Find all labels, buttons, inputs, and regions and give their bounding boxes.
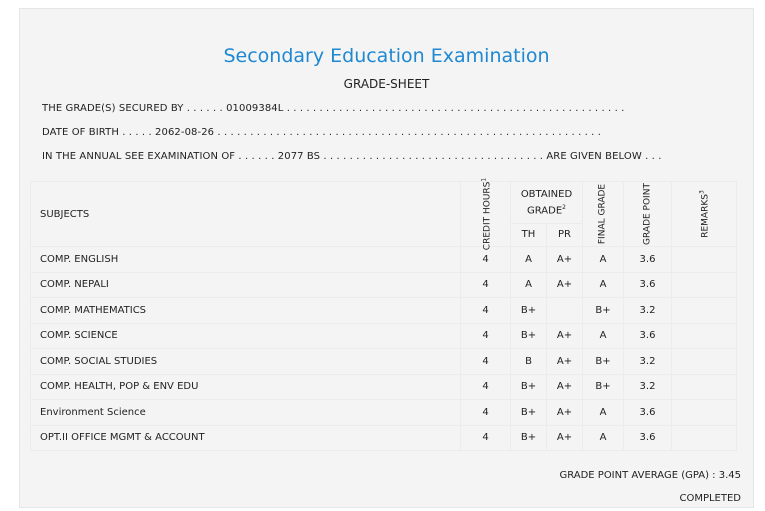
final-grade: A: [583, 272, 624, 298]
grade-th: B+: [511, 374, 547, 400]
table-row: [31, 323, 737, 349]
credit-hours: 4: [461, 425, 511, 451]
credit-hours: 4: [461, 323, 511, 349]
grade-th: B+: [511, 298, 547, 324]
status-text: COMPLETED: [679, 493, 741, 504]
subject-name: OPT.II OFFICE MGMT & ACCOUNT: [31, 425, 461, 451]
grade-point: 3.6: [624, 400, 672, 426]
header-credit-hours: CREDIT HOURS$^1$: [461, 182, 511, 247]
grade-point: 3.6: [624, 247, 672, 273]
info-symbol-line: THE GRADE(S) SECURED BY . . . . . . 01009384L . . . . . . . . . . . . . . . . . . . . . . . . . . . . . . . . . . . . . . . . . . . . . . . . . . . .: [42, 103, 625, 114]
remarks: [672, 425, 737, 451]
info-exam-line: IN THE ANNUAL SEE EXAMINATION OF . . . . . . 2077 BS . . . . . . . . . . . . . . . . . . . . . . . . . . . . . . . . . . ARE GIVEN BELOW . . .: [42, 151, 662, 162]
table-row: [31, 374, 737, 400]
subject-name: COMP. SOCIAL STUDIES: [31, 349, 461, 375]
remarks: [672, 247, 737, 273]
header-grade-point: GRADE POINT: [624, 182, 672, 247]
header-obtained-grade: OBTAINED GRADE$^2$: [511, 182, 583, 224]
credit-hours: 4: [461, 298, 511, 324]
table-row: [31, 349, 737, 375]
table-row: [31, 400, 737, 426]
grade-th: A: [511, 247, 547, 273]
grade-pr: A+: [547, 400, 583, 426]
grade-point: 3.6: [624, 272, 672, 298]
grade-point: 3.2: [624, 298, 672, 324]
credit-hours: 4: [461, 374, 511, 400]
subject-name: Environment Science: [31, 400, 461, 426]
subject-name: COMP. MATHEMATICS: [31, 298, 461, 324]
credit-hours: 4: [461, 272, 511, 298]
grade-point: 3.2: [624, 374, 672, 400]
final-grade: A: [583, 247, 624, 273]
header-th: TH: [511, 223, 547, 246]
remarks: [672, 400, 737, 426]
final-grade: A: [583, 425, 624, 451]
exam-title: Secondary Education Examination: [223, 45, 550, 67]
grade-pr: A+: [547, 272, 583, 298]
final-grade: A: [583, 400, 624, 426]
grade-sheet: [19, 8, 754, 508]
table-row: [31, 272, 737, 298]
grades-table: [30, 177, 737, 451]
grade-th: B: [511, 349, 547, 375]
grade-sheet-heading: GRADE-SHEET: [343, 77, 430, 91]
final-grade: B+: [583, 374, 624, 400]
grade-pr: A+: [547, 374, 583, 400]
grade-point: 3.6: [624, 425, 672, 451]
table-row: [31, 425, 737, 451]
grade-pr: A+: [547, 425, 583, 451]
subject-name: COMP. NEPALI: [31, 272, 461, 298]
grade-th: B+: [511, 425, 547, 451]
grade-th: B+: [511, 323, 547, 349]
grade-point: 3.2: [624, 349, 672, 375]
subject-name: COMP. SCIENCE: [31, 323, 461, 349]
final-grade: B+: [583, 298, 624, 324]
credit-hours: 4: [461, 400, 511, 426]
info-dob-line: DATE OF BIRTH . . . . . 2062-08-26 . . . . . . . . . . . . . . . . . . . . . . . . . . . . . . . . . . . . . . . . . . . . . . . . . . . . . . . . . . .: [42, 127, 602, 138]
grade-th: A: [511, 272, 547, 298]
remarks: [672, 323, 737, 349]
subject-name: COMP. HEALTH, POP & ENV EDU: [31, 374, 461, 400]
table-header-row: [31, 182, 737, 224]
final-grade: B+: [583, 349, 624, 375]
table-row: [31, 298, 737, 324]
grade-pr: A+: [547, 323, 583, 349]
remarks: [672, 374, 737, 400]
header-remarks: REMARKS$^3$: [672, 182, 737, 247]
remarks: [672, 298, 737, 324]
grade-point: 3.6: [624, 323, 672, 349]
grade-th: B+: [511, 400, 547, 426]
grade-pr: A+: [547, 349, 583, 375]
gpa-summary: GRADE POINT AVERAGE (GPA) : 3.45: [559, 470, 741, 481]
final-grade: A: [583, 323, 624, 349]
table-row: [31, 247, 737, 273]
credit-hours: 4: [461, 349, 511, 375]
header-pr: PR: [547, 223, 583, 246]
grade-pr: A+: [547, 247, 583, 273]
header-subjects: SUBJECTS: [31, 182, 461, 247]
subject-name: COMP. ENGLISH: [31, 247, 461, 273]
header-final-grade: FINAL GRADE: [583, 182, 624, 247]
remarks: [672, 272, 737, 298]
grade-pr: [547, 298, 583, 324]
credit-hours: 4: [461, 247, 511, 273]
remarks: [672, 349, 737, 375]
